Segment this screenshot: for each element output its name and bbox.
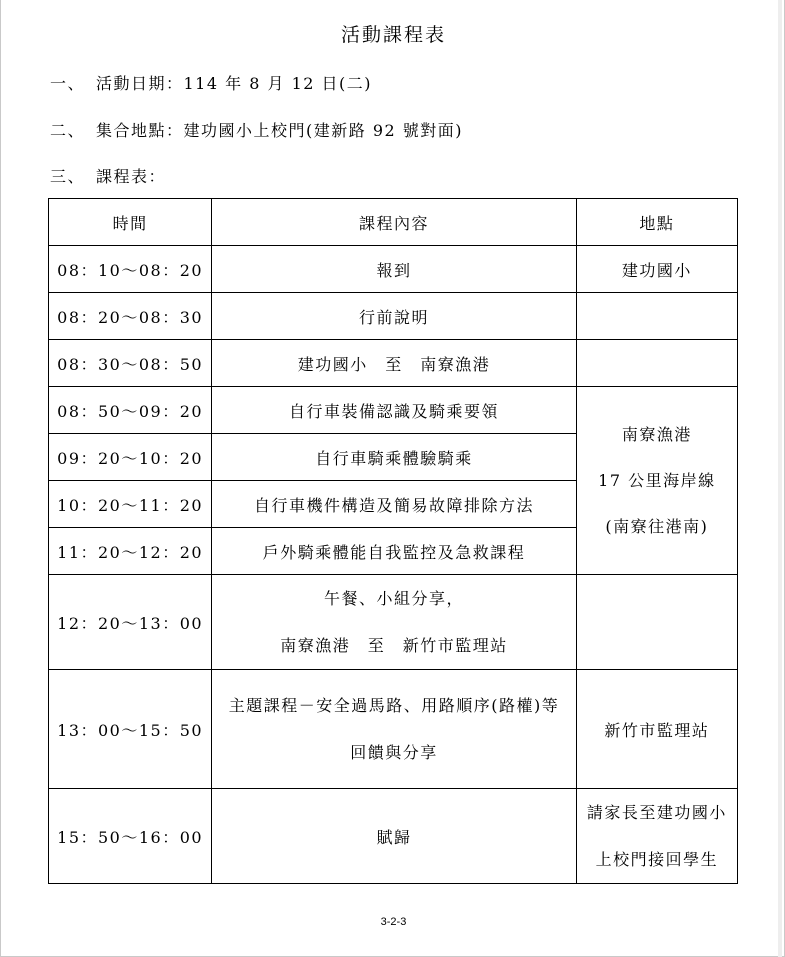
section-number: 三、 [50,167,86,186]
content-line: 回饋與分享 [350,743,438,762]
table-header-row [49,199,738,246]
place-cell: 建功國小 [576,246,737,293]
section-text: 集合地點：建功國小上校門(建新路 92 號對面) [96,121,464,140]
page-edge [778,0,782,957]
page-number: 3-2-3 [380,916,407,928]
section-number: 一、 [50,74,86,93]
header-place: 地點 [576,199,737,246]
table-row [49,575,738,670]
place-cell: 新竹市監理站 [576,670,737,789]
section-activity-date [50,71,372,94]
section-text: 課程表： [96,167,167,186]
time-cell: 08：30～08：50 [49,340,212,387]
place-line: 請家長至建功國小 [586,803,727,822]
content-line: 午餐、小組分享， [323,589,464,608]
content-cell: 戶外騎乘體能自我監控及急救課程 [212,528,577,575]
place-line: 南寮漁港 [621,424,692,444]
content-cell: 賦歸 [212,789,577,884]
table-row [49,670,738,789]
content-cell: 自行車裝備認識及騎乘要領 [212,387,577,434]
place-cell [576,789,737,884]
table-row [49,340,738,387]
place-cell [576,340,737,387]
header-time: 時間 [49,199,212,246]
place-line: 17 公里海岸線 [598,470,716,490]
time-cell: 13：00～15：50 [49,670,212,789]
time-cell: 10：20～11：20 [49,481,212,528]
content-cell: 自行車騎乘體驗騎乘 [212,434,577,481]
content-cell [212,670,577,789]
content-cell: 建功國小 至 南寮漁港 [212,340,577,387]
merged-place-cell [576,387,737,575]
page-title: 活動課程表 [340,24,446,46]
time-cell: 08：20～08：30 [49,293,212,340]
time-cell: 09：20～10：20 [49,434,212,481]
place-cell [576,575,737,670]
table-row [49,789,738,884]
table-row [49,293,738,340]
time-cell: 15：50～16：00 [49,789,212,884]
schedule-table [48,198,738,884]
header-content: 課程內容 [212,199,577,246]
time-cell: 08：50～09：20 [49,387,212,434]
section-meeting-place [50,118,463,141]
time-cell: 08：10～08：20 [49,246,212,293]
table-row [49,387,738,434]
place-line: (南寮往港南) [605,516,709,536]
content-line: 主題課程－安全過馬路、用路順序(路權)等 [228,696,560,715]
section-number: 二、 [50,121,86,140]
place-cell [576,293,737,340]
place-line: 上校門接回學生 [595,850,719,869]
time-cell: 12：20～13：00 [49,575,212,670]
content-cell: 自行車機件構造及簡易故障排除方法 [212,481,577,528]
content-line: 南寮漁港 至 新竹市監理站 [280,636,508,655]
content-cell: 行前說明 [212,293,577,340]
time-cell: 11：20～12：20 [49,528,212,575]
content-cell: 報到 [212,246,577,293]
section-schedule-heading [50,164,166,187]
content-cell [212,575,577,670]
section-text: 活動日期：114 年 8 月 12 日(二) [96,74,372,93]
table-row [49,246,738,293]
